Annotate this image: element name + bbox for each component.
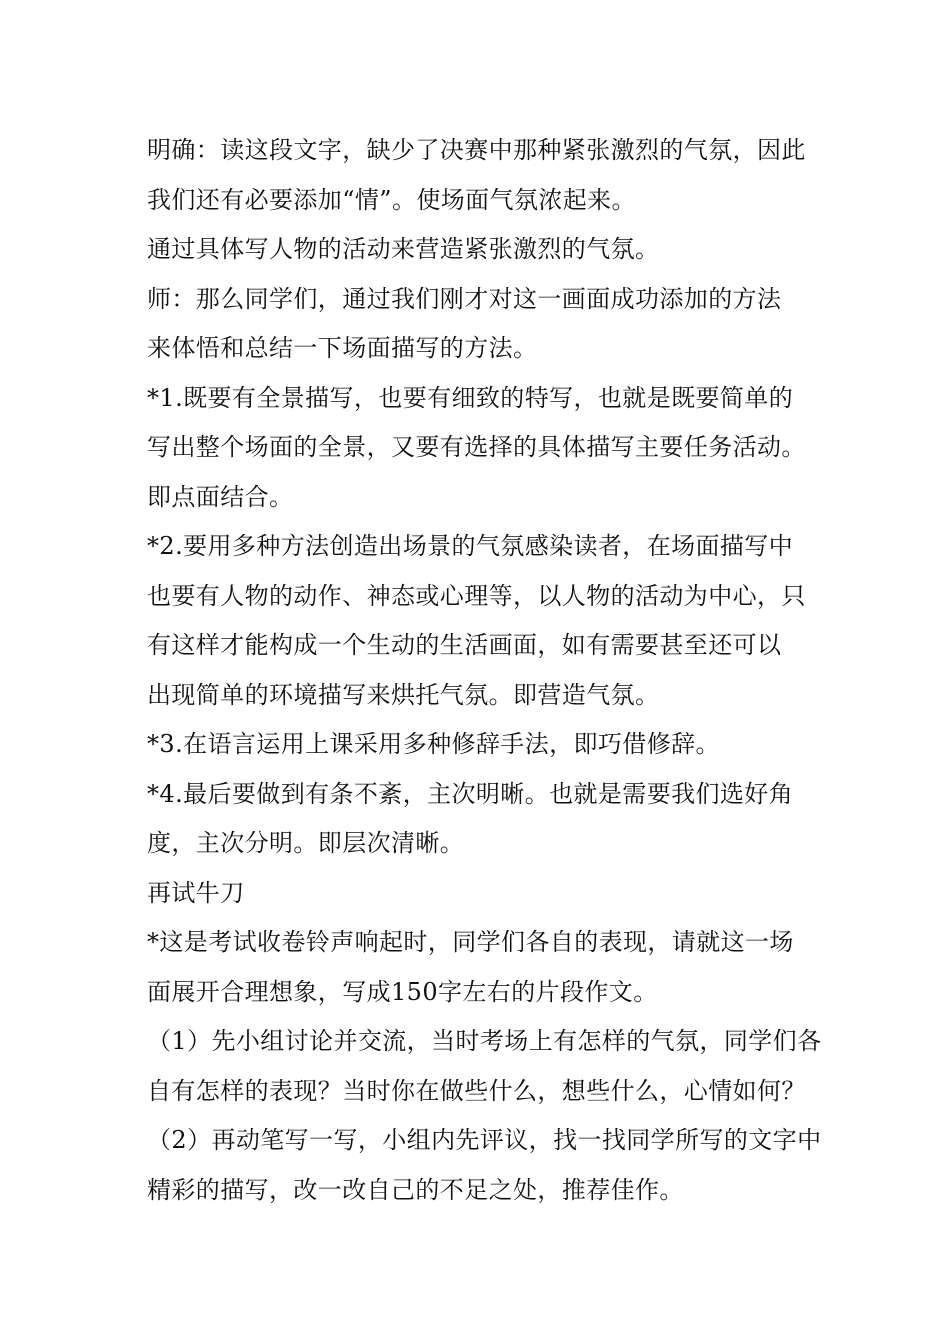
text-line: 精彩的描写，改一改自己的不足之处，推荐佳作。 <box>147 1175 684 1204</box>
text-line: 度，主次分明。即层次清晰。 <box>147 829 465 857</box>
text-line: 即点面结合。 <box>147 482 294 511</box>
text-line: （1）先小组讨论并交流，当时考场上有怎样的气氛，同学们各 <box>147 1027 822 1055</box>
text-line: 面展开合理想象，写成150字左右的片段作文。 <box>147 977 658 1006</box>
document-body <box>147 126 827 1215</box>
text-line: 自有怎样的表现？当时你在做些什么，想些什么，心情如何？ <box>147 1076 806 1105</box>
text-line: 有这样才能构成一个生动的生活画面，如有需要甚至还可以 <box>147 631 782 659</box>
text-line: 师：那么同学们，通过我们刚才对这一画面成功添加的方法 <box>147 284 782 313</box>
text-line: 出现简单的环境描写来烘托气氛。即营造气氛。 <box>147 680 660 709</box>
text-line: *这是考试收卷铃声响起时，同学们各自的表现，请就这一场 <box>147 928 794 956</box>
text-line: 写出整个场面的全景，又要有选择的具体描写主要任务活动。 <box>147 433 806 461</box>
section-heading: 再试牛刀 <box>147 878 245 907</box>
text-line: 来体悟和总结一下场面描写的方法。 <box>147 334 538 362</box>
text-line: 通过具体写人物的活动来营造紧张激烈的气氛。 <box>147 235 660 263</box>
text-line: 也要有人物的动作、神态或心理等，以人物的活动为中心，只 <box>147 581 806 610</box>
text-line: *4.最后要做到有条不紊，主次明晰。也就是需要我们选好角 <box>147 779 794 808</box>
text-line: 我们还有必要添加“情”。使场面气氛浓起来。 <box>147 185 636 214</box>
text-line: （2）再动笔写一写，小组内先评议，找一找同学所写的文字中 <box>147 1126 822 1154</box>
text-line: *3.在语言运用上课采用多种修辞手法，即巧借修辞。 <box>147 730 720 758</box>
text-line: *1.既要有全景描写，也要有细致的特写，也就是既要简单的 <box>147 383 794 412</box>
text-line: *2.要用多种方法创造出场景的气氛感染读者，在场面描写中 <box>147 532 794 560</box>
text-line: 明确：读这段文字，缺少了决赛中那种紧张激烈的气氛，因此 <box>147 136 806 164</box>
